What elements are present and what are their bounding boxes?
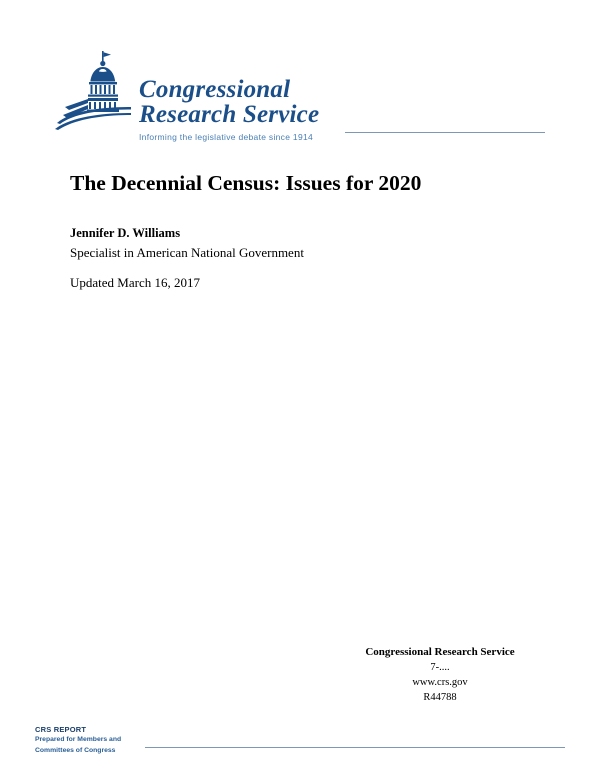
crs-logo bbox=[55, 45, 319, 142]
masthead-divider bbox=[345, 132, 545, 133]
crs-report-label: CRS REPORT bbox=[35, 725, 87, 734]
footer-report-number: R44788 bbox=[423, 692, 457, 703]
prepared-for-line2: Committees of Congress bbox=[35, 746, 116, 754]
prepared-for-line1: Prepared for Members and bbox=[35, 736, 122, 743]
capitol-dome-icon bbox=[55, 45, 133, 133]
author-job-title: Specialist in American National Government bbox=[70, 245, 304, 260]
logo-line-research-service: Research Service bbox=[139, 101, 320, 128]
footer-phone: 7-.... bbox=[430, 662, 450, 673]
footer-organization: Congressional Research Service bbox=[365, 646, 515, 658]
footer-info bbox=[340, 645, 540, 705]
bottom-bar bbox=[35, 725, 565, 755]
author-name: Jennifer D. Williams bbox=[70, 226, 181, 240]
masthead bbox=[55, 45, 545, 140]
footer-website: www.crs.gov bbox=[412, 677, 468, 688]
crs-logo-text bbox=[139, 45, 319, 142]
logo-line-congressional: Congressional bbox=[139, 76, 291, 103]
logo-tagline: Informing the legislative debate since 1914 bbox=[139, 132, 314, 142]
updated-date: Updated March 16, 2017 bbox=[70, 275, 200, 290]
bottom-divider bbox=[145, 747, 565, 748]
page-title: The Decennial Census: Issues for 2020 bbox=[70, 171, 422, 195]
